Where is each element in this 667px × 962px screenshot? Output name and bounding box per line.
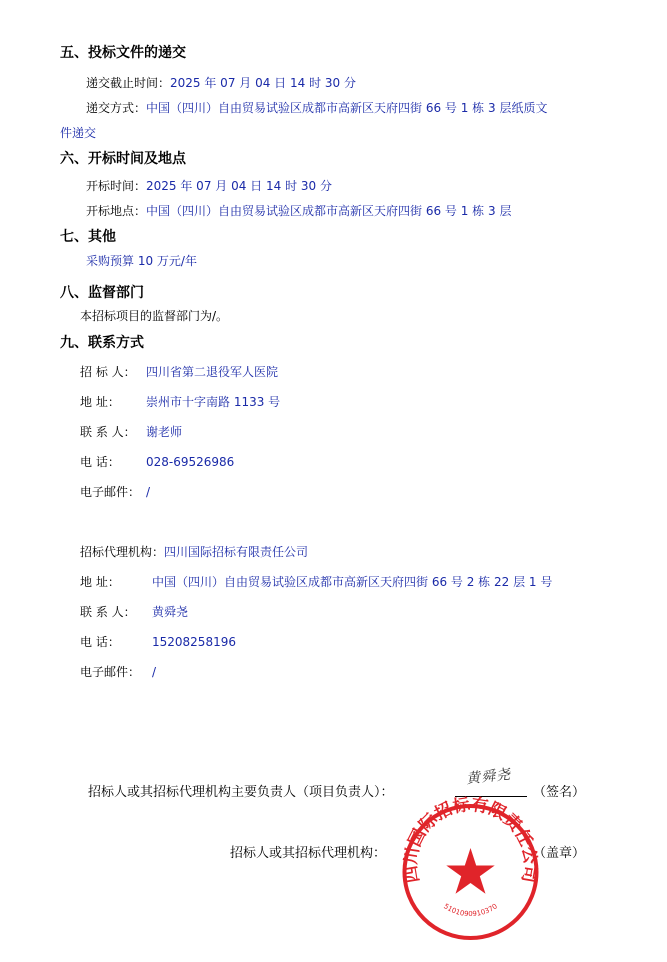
agency-addr-row: [80, 573, 552, 590]
tenderer-addr-value: 崇州市十字南路 1133 号: [146, 395, 281, 409]
tenderer-addr-row: [80, 393, 280, 410]
agency-email-label: 电子邮件：: [80, 665, 141, 679]
deadline-row: [86, 74, 356, 91]
agency-phone-row: [80, 633, 236, 650]
budget-text: 采购预算 10 万元/年: [86, 254, 197, 268]
method-label: 递交方式：: [86, 101, 147, 115]
tenderer-contact-label: 联 系 人：: [80, 425, 136, 439]
signature-suffix: （签名）: [533, 785, 586, 800]
agency-email-value: /: [152, 665, 157, 679]
tenderer-addr-label: 地 址：: [80, 395, 120, 409]
tenderer-email-row: [80, 483, 150, 500]
agency-addr-label: 地 址：: [80, 575, 120, 589]
company-seal: [398, 792, 543, 942]
agency-addr-value: 中国（四川）自由贸易试验区成都市高新区天府四街 66 号 2 栋 22 层 1 号: [152, 575, 553, 589]
open-place-row: [86, 202, 511, 219]
section-6-heading: 六、开标时间及地点: [60, 151, 186, 167]
agency-phone-label: 电 话：: [80, 635, 120, 649]
method-row: [86, 99, 547, 116]
agency-contact-label: 联 系 人：: [80, 605, 136, 619]
agency-contact-row: [80, 603, 188, 620]
open-place-label: 开标地点：: [86, 204, 147, 218]
tenderer-contact-value: 谢老师: [146, 425, 183, 439]
signer-label: 招标人或其招标代理机构主要负责人（项目负责人）：: [88, 785, 394, 800]
tenderer-name-label: 招 标 人：: [80, 365, 136, 379]
tenderer-phone-row: [80, 453, 234, 470]
agency-phone-value: 15208258196: [152, 635, 236, 649]
method-value-cont: 件递交: [60, 126, 97, 140]
seal-number: 5101090910370: [442, 902, 499, 919]
open-place-value: 中国（四川）自由贸易试验区成都市高新区天府四街 66 号 1 栋 3 层: [146, 204, 512, 218]
tenderer-name-row: [80, 363, 278, 380]
seal-star-icon: [446, 848, 494, 894]
open-time-label: 开标时间：: [86, 179, 147, 193]
tenderer-email-label: 电子邮件：: [80, 485, 141, 499]
handwritten-signature: 黄舜尧: [465, 766, 512, 788]
section-5-heading: 五、投标文件的递交: [60, 45, 186, 61]
section-7-heading: 七、其他: [60, 229, 116, 245]
seal-suffix: （盖章）: [533, 846, 586, 861]
tenderer-name-value: 四川省第二退役军人医院: [146, 365, 279, 379]
agency-name-row: [80, 543, 308, 560]
agency-name-label: 招标代理机构：: [80, 545, 165, 559]
tenderer-phone-value: 028-69526986: [146, 455, 235, 469]
deadline-label: 递交截止时间：: [86, 76, 171, 90]
section-8-heading: 八、监督部门: [60, 285, 144, 301]
open-time-row: [86, 177, 332, 194]
seal-label: 招标人或其招标代理机构：: [230, 846, 387, 861]
supervision-text: 本招标项目的监督部门为/。: [80, 309, 229, 323]
agency-email-row: [80, 663, 156, 680]
tenderer-contact-row: [80, 423, 182, 440]
open-time-value: 2025 年 07 月 04 日 14 时 30 分: [146, 179, 332, 193]
section-9-heading: 九、联系方式: [60, 335, 144, 351]
agency-contact-value: 黄舜尧: [152, 605, 189, 619]
seal-text: 四川国际招标有限责任公司: [401, 794, 540, 885]
deadline-value: 2025 年 07 月 04 日 14 时 30 分: [170, 76, 356, 90]
tenderer-phone-label: 电 话：: [80, 455, 120, 469]
tenderer-email-value: /: [146, 485, 151, 499]
method-value: 中国（四川）自由贸易试验区成都市高新区天府四街 66 号 1 栋 3 层纸质文: [146, 101, 548, 115]
agency-name-value: 四川国际招标有限责任公司: [164, 545, 309, 559]
